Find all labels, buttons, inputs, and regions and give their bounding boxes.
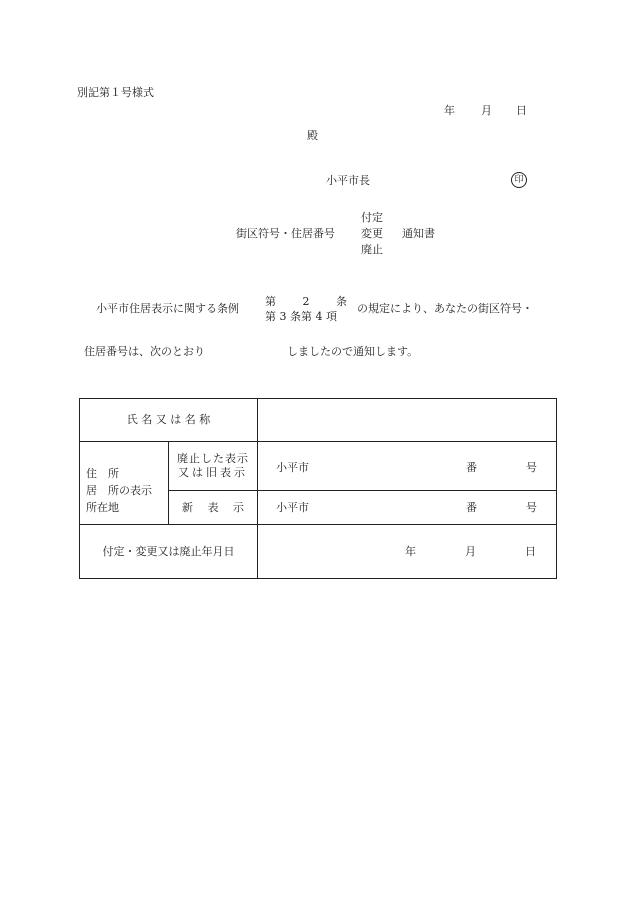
- new-go: 号: [526, 500, 538, 514]
- header-date-year: 年: [444, 104, 455, 117]
- body-suffix: の規定により、あなたの街区符号・: [357, 302, 533, 315]
- body-line2-start: 住居番号は、次のとおり: [84, 345, 205, 358]
- body-prefix: 小平市住居表示に関する条例: [96, 302, 239, 315]
- header-date-month: 月: [481, 104, 492, 117]
- old-banchi: 番: [466, 460, 478, 474]
- new-banchi: 番: [466, 500, 478, 514]
- title-doc-type: 通知書: [402, 227, 435, 240]
- address-group-shozaichi: 所在地: [86, 500, 119, 514]
- date-day: 日: [525, 544, 537, 558]
- body-clause-line1: [265, 295, 347, 309]
- form-label: 別記第１号様式: [77, 86, 154, 99]
- seal-mark: 印: [514, 175, 524, 185]
- name-value: [258, 399, 557, 442]
- address-group-jusho: 住 所: [86, 466, 119, 480]
- addressee-suffix: 殿: [307, 129, 318, 142]
- old-city: 小平市: [276, 460, 310, 474]
- old-label-line2: 又は旧表示: [178, 466, 248, 479]
- old-label-line1: 廃止した表示: [177, 452, 249, 465]
- name-label: 氏 名 又 は 名 称: [80, 399, 258, 442]
- clause-jo: 条: [336, 295, 347, 308]
- old-go: 号: [526, 460, 538, 474]
- body-clause-line2: 第 3 条第 4 項: [265, 310, 337, 323]
- address-group-kyosho: 居 所の表示: [86, 483, 152, 497]
- table-row-old: [80, 442, 557, 491]
- table-row-name: [80, 399, 557, 442]
- clause-dai: 第: [265, 295, 276, 308]
- issuer: 小平市長: [326, 174, 370, 187]
- table-row-date: [80, 525, 557, 579]
- title-option-haishi: 廃止: [361, 243, 383, 256]
- old-label: [169, 442, 258, 491]
- body-line2-end: しましたので通知します。: [287, 345, 419, 358]
- clause-num: 2: [302, 295, 310, 308]
- date-month: 月: [465, 544, 477, 558]
- new-city: 小平市: [276, 500, 310, 514]
- header-date-day: 日: [516, 104, 527, 117]
- date-label: 付定・変更又は廃止年月日: [80, 525, 258, 579]
- date-value: [258, 525, 557, 579]
- new-value: [258, 491, 557, 525]
- title-option-futei: 付定: [361, 211, 383, 224]
- old-value: [258, 442, 557, 491]
- title-option-henko: 変更: [361, 227, 383, 240]
- address-group-label: [80, 442, 169, 525]
- title-subject: 街区符号・住居番号: [236, 227, 335, 240]
- new-label: 新 表 示: [169, 491, 258, 525]
- address-table: [79, 398, 557, 579]
- date-year: 年: [405, 544, 417, 558]
- seal-icon: [511, 172, 527, 188]
